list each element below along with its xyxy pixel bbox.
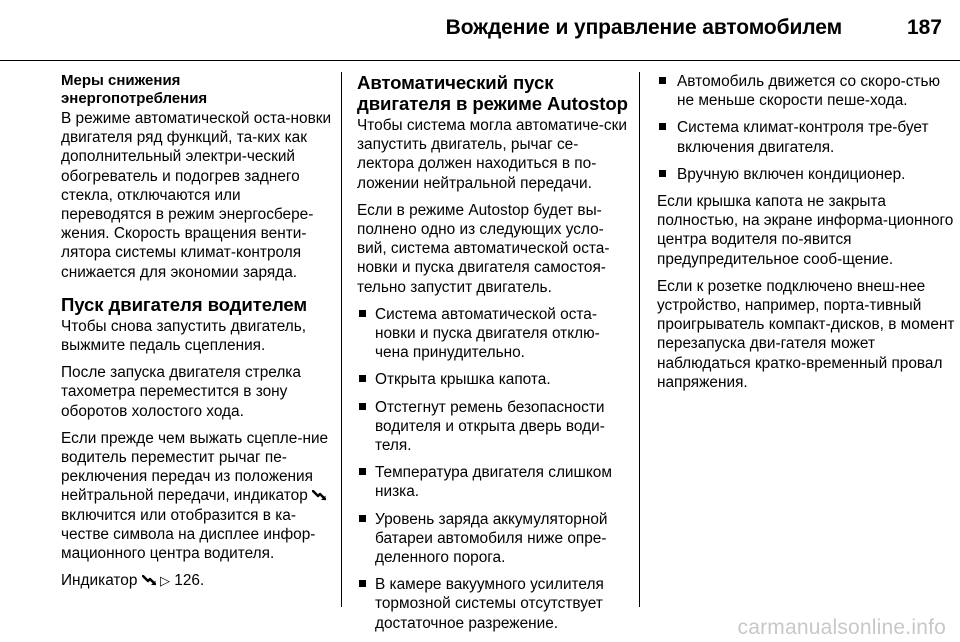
running-title: Вождение и управление автомобилем [445, 16, 842, 39]
column-3 [657, 72, 957, 392]
section-heading-auto-start: Автоматический пуск двигателя в режиме Autostop [357, 72, 628, 114]
paragraph-indicator: Если прежде чем выжать сцепле-ние водитель переместит рычаг пе-реключения передач из положения нейтральной передачи, индикатор включится или отобразится в ка-честве символа на дисплее инфор-мационного центра водителя. [61, 429, 329, 563]
conditions-list-continued [657, 72, 957, 184]
paragraph-hood-warning: Если крышка капота не закрыта полностью, на экране информа-ционного центра водителя по-явится предупредительное сооб-щение. [657, 193, 954, 268]
paragraph-selector: Чтобы система могла автоматиче-ски запустить двигатель, рычаг се-лектора должен находиться в по-ложении нейтральной передачи. [357, 117, 627, 192]
section-subheading: Меры снижения энергопотребления [61, 72, 208, 107]
paragraph-voltage-drop: Если к розетке подключено внеш-нее устройство, например, порта-тивный проигрыватель компакт-дисков, в момент перезапуска дви-гателя может наблюдаться кратко-временный провал напряжения. [657, 277, 955, 391]
column-2 [357, 72, 629, 641]
column-1 [61, 72, 333, 590]
autostop-indicator-icon [142, 575, 156, 586]
paragraph-clutch: Чтобы снова запустить двигатель, выжмите педаль сцепления. [61, 317, 307, 355]
list-item: Отстегнут ремень безопасности водителя и открыта дверь води-теля. [357, 398, 629, 456]
watermark: carmanualsonline.info [737, 616, 946, 639]
list-item: Автомобиль движется со скоро-стью не меньше скорости пеше-хода. [657, 72, 957, 110]
list-item: В камере вакуумного усилителя тормозной системы отсутствует достаточное разрежение. [357, 575, 629, 633]
paragraph-energy: В режиме автоматической оста-новки двигателя ряд функций, та-ких как дополнительный электри-ческий обогреватель и подогрев заднего стекла, отключаются или переводятся в режим энергосбере-жения. Скорость вращения венти-лятора системы климат-контроля снижается для экономии заряда. [61, 110, 332, 281]
section-heading-driver-start: Пуск двигателя водителем [61, 293, 308, 315]
conditions-list [357, 305, 629, 633]
list-item: Система климат-контроля тре-бует включения двигателя. [657, 118, 957, 156]
list-item: Вручную включен кондиционер. [657, 165, 957, 184]
list-item: Открыта крышка капота. [357, 370, 629, 389]
autostop-indicator-icon [312, 490, 326, 501]
list-item: Уровень заряда аккумуляторной батареи автомобиля ниже опре-деленного порога. [357, 510, 629, 568]
column-divider-2 [639, 72, 640, 607]
page-number: 187 [906, 16, 942, 39]
page-reference-icon: ▷ [159, 573, 170, 589]
list-item: Температура двигателя слишком низка. [357, 463, 629, 501]
paragraph-conditions: Если в режиме Autostop будет вы-полнено одно из следующих усло-вий, система автоматической оста-новки и пуска двигателя самостоя-тельно запустит двигатель. [357, 201, 610, 296]
column-divider-1 [341, 72, 342, 607]
page-header [0, 0, 960, 61]
page-reference-link[interactable]: 126. [174, 572, 205, 590]
paragraph-tachometer: После запуска двигателя стрелка тахометра переместится в зону оборотов холостого хода. [61, 364, 301, 420]
list-item: Система автоматической оста-новки и пуска двигателя отклю-чена принудительно. [357, 305, 629, 363]
paragraph-indicator-ref: Индикатор ▷ 126. [61, 572, 205, 590]
